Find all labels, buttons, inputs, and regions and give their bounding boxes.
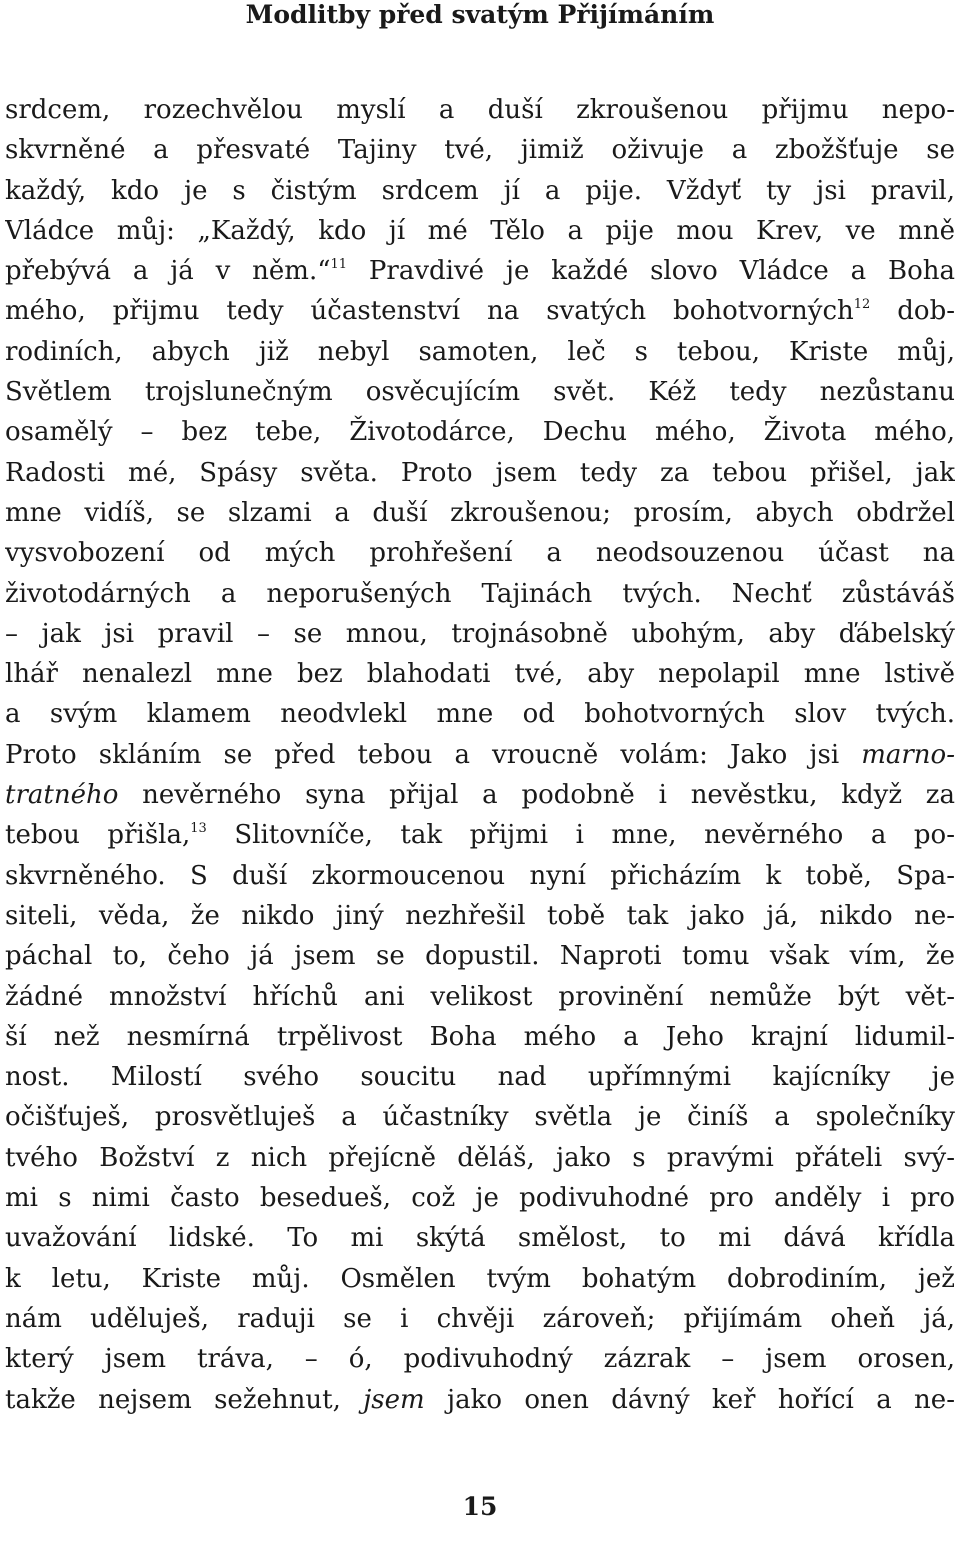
- text-line: [5, 1299, 955, 1339]
- text-line: [5, 735, 955, 775]
- text-line: [5, 694, 955, 734]
- italic-text: tratného: [5, 780, 119, 811]
- text-segment: Slitovníče, tak přijmi i mne, nevěrného a po-: [206, 820, 955, 851]
- text-segment: osamělý – bez tebe, Životodárce, Dechu mého, Života mého,: [5, 417, 955, 448]
- text-line: [5, 614, 955, 654]
- text-line: [5, 936, 955, 976]
- text-line: [5, 1178, 955, 1218]
- text-segment: tebou přišla,: [5, 820, 191, 851]
- text-segment: Proto skláním se před tebou a vroucně volám: Jako jsi: [5, 739, 862, 770]
- text-segment: jako onen dávný keř hořící a ne-: [424, 1384, 955, 1415]
- text-line: [5, 1017, 955, 1057]
- text-segment: rodiních, abych již nebyl samoten, leč s tebou, Kriste můj,: [5, 336, 955, 367]
- text-segment: ší než nesmírná trpělivost Boha mého a Jeho krajní lidumil-: [5, 1021, 955, 1052]
- text-line: [5, 533, 955, 573]
- text-segment: mého, přijmu tedy účastenství na svatých bohotvorných: [5, 296, 854, 327]
- text-line: [5, 815, 955, 855]
- text-segment: Radosti mé, Spásy světa. Proto jsem tedy za tebou přišel, jak: [5, 457, 955, 488]
- text-line: [5, 1259, 955, 1299]
- text-line: [5, 654, 955, 694]
- text-segment: siteli, věda, že nikdo jiný nezhřešil tobě tak jako já, nikdo ne-: [5, 900, 955, 931]
- text-segment: takže nejsem sežehnut,: [5, 1384, 364, 1415]
- text-segment: mne vidíš, se slzami a duší zkroušenou; prosím, abych obdržel: [5, 497, 955, 528]
- text-line: [5, 1057, 955, 1097]
- text-line: [5, 775, 955, 815]
- text-segment: a svým klamem neodvlekl mne od bohotvorných slov tvých.: [5, 699, 955, 730]
- text-line: [5, 453, 955, 493]
- text-line: [5, 1138, 955, 1178]
- text-line: [5, 211, 955, 251]
- text-segment: – jak jsi pravil – se mnou, trojnásobně ubohým, aby ďábelský: [5, 618, 955, 649]
- text-segment: očišťuješ, prosvětluješ a účastníky světla je činíš a společníky: [5, 1102, 955, 1133]
- text-segment: lhář nenalezl mne bez blahodati tvé, aby nepolapil mne lstivě: [5, 659, 955, 690]
- text-segment: páchal to, čeho já jsem se dopustil. Naproti tomu však vím, že: [5, 941, 955, 972]
- text-line: [5, 372, 955, 412]
- text-segment: životodárných a neporušených Tajinách tvých. Nechť zůstáváš: [5, 578, 955, 609]
- footnote-ref: 13: [190, 821, 207, 837]
- text-line: [5, 1218, 955, 1258]
- text-segment: nost. Milostí svého soucitu nad upřímnými kajícníky je: [5, 1062, 955, 1093]
- body-text: [5, 90, 955, 1420]
- text-segment: uvažování lidské. To mi skýtá smělost, to mi dává křídla: [5, 1223, 955, 1254]
- text-segment: žádné množství hříchů ani velikost provinění nemůže být vět-: [5, 981, 955, 1012]
- text-line: [5, 856, 955, 896]
- page-title: Modlitby před svatým Přijímáním: [245, 0, 715, 29]
- text-segment: přebývá a já v něm.“: [5, 256, 331, 287]
- text-segment: skvrněné a přesvaté Tajiny tvé, jimiž oživuje a zbožšťuje se: [5, 135, 955, 166]
- italic-text: marno-: [861, 739, 955, 770]
- italic-text: jsem: [363, 1384, 425, 1415]
- text-line: [5, 332, 955, 372]
- text-line: [5, 574, 955, 614]
- text-segment: dob-: [870, 296, 955, 327]
- footnote-ref: 12: [853, 297, 871, 313]
- text-segment: nám uděluješ, raduji se i chvěji zároveň; přijímám oheň já,: [5, 1303, 955, 1334]
- footnote-ref: 11: [330, 257, 348, 273]
- text-line: [5, 90, 955, 130]
- text-segment: k letu, Kriste můj. Osmělen tvým bohatým dobrodiním, jež: [5, 1263, 955, 1294]
- text-segment: mi s nimi často besedueš, což je podivuhodné pro anděly i pro: [5, 1183, 955, 1214]
- text-segment: nevěrného syna přijal a podobně i nevěstku, když za: [118, 780, 955, 811]
- text-line: [5, 493, 955, 533]
- text-line: [5, 977, 955, 1017]
- text-segment: skvrněného. S duší zkormoucenou nyní přicházím k tobě, Spa-: [5, 860, 955, 891]
- text-line: [5, 896, 955, 936]
- text-segment: srdcem, rozechvělou myslí a duší zkroušenou přijmu nepo-: [5, 95, 955, 125]
- text-line: [5, 1380, 955, 1420]
- text-segment: tvého Božství z nich přejícně děláš, jako s pravými přáteli svý-: [5, 1142, 955, 1173]
- text-segment: každý, kdo je s čistým srdcem jí a pije. Vždyť ty jsi pravil,: [5, 175, 955, 206]
- text-line: [5, 130, 955, 170]
- text-line: [5, 1339, 955, 1379]
- text-line: [5, 251, 955, 291]
- page-number: 15: [462, 1492, 498, 1521]
- text-segment: vysvobození od mých prohřešení a neodsouzenou účast na: [5, 538, 955, 569]
- text-line: [5, 412, 955, 452]
- text-segment: Světlem trojslunečným osvěcujícím svět. Kéž tedy nezůstanu: [5, 377, 955, 408]
- text-line: [5, 171, 955, 211]
- text-line: [5, 1097, 955, 1137]
- text-segment: Vládce můj: „Každý, kdo jí mé Tělo a pije mou Krev, ve mně: [5, 215, 955, 246]
- text-segment: který jsem tráva, – ó, podivuhodný zázrak – jsem orosen,: [5, 1344, 955, 1375]
- text-segment: Pravdivé je každé slovo Vládce a Boha: [347, 256, 955, 287]
- text-line: [5, 291, 955, 331]
